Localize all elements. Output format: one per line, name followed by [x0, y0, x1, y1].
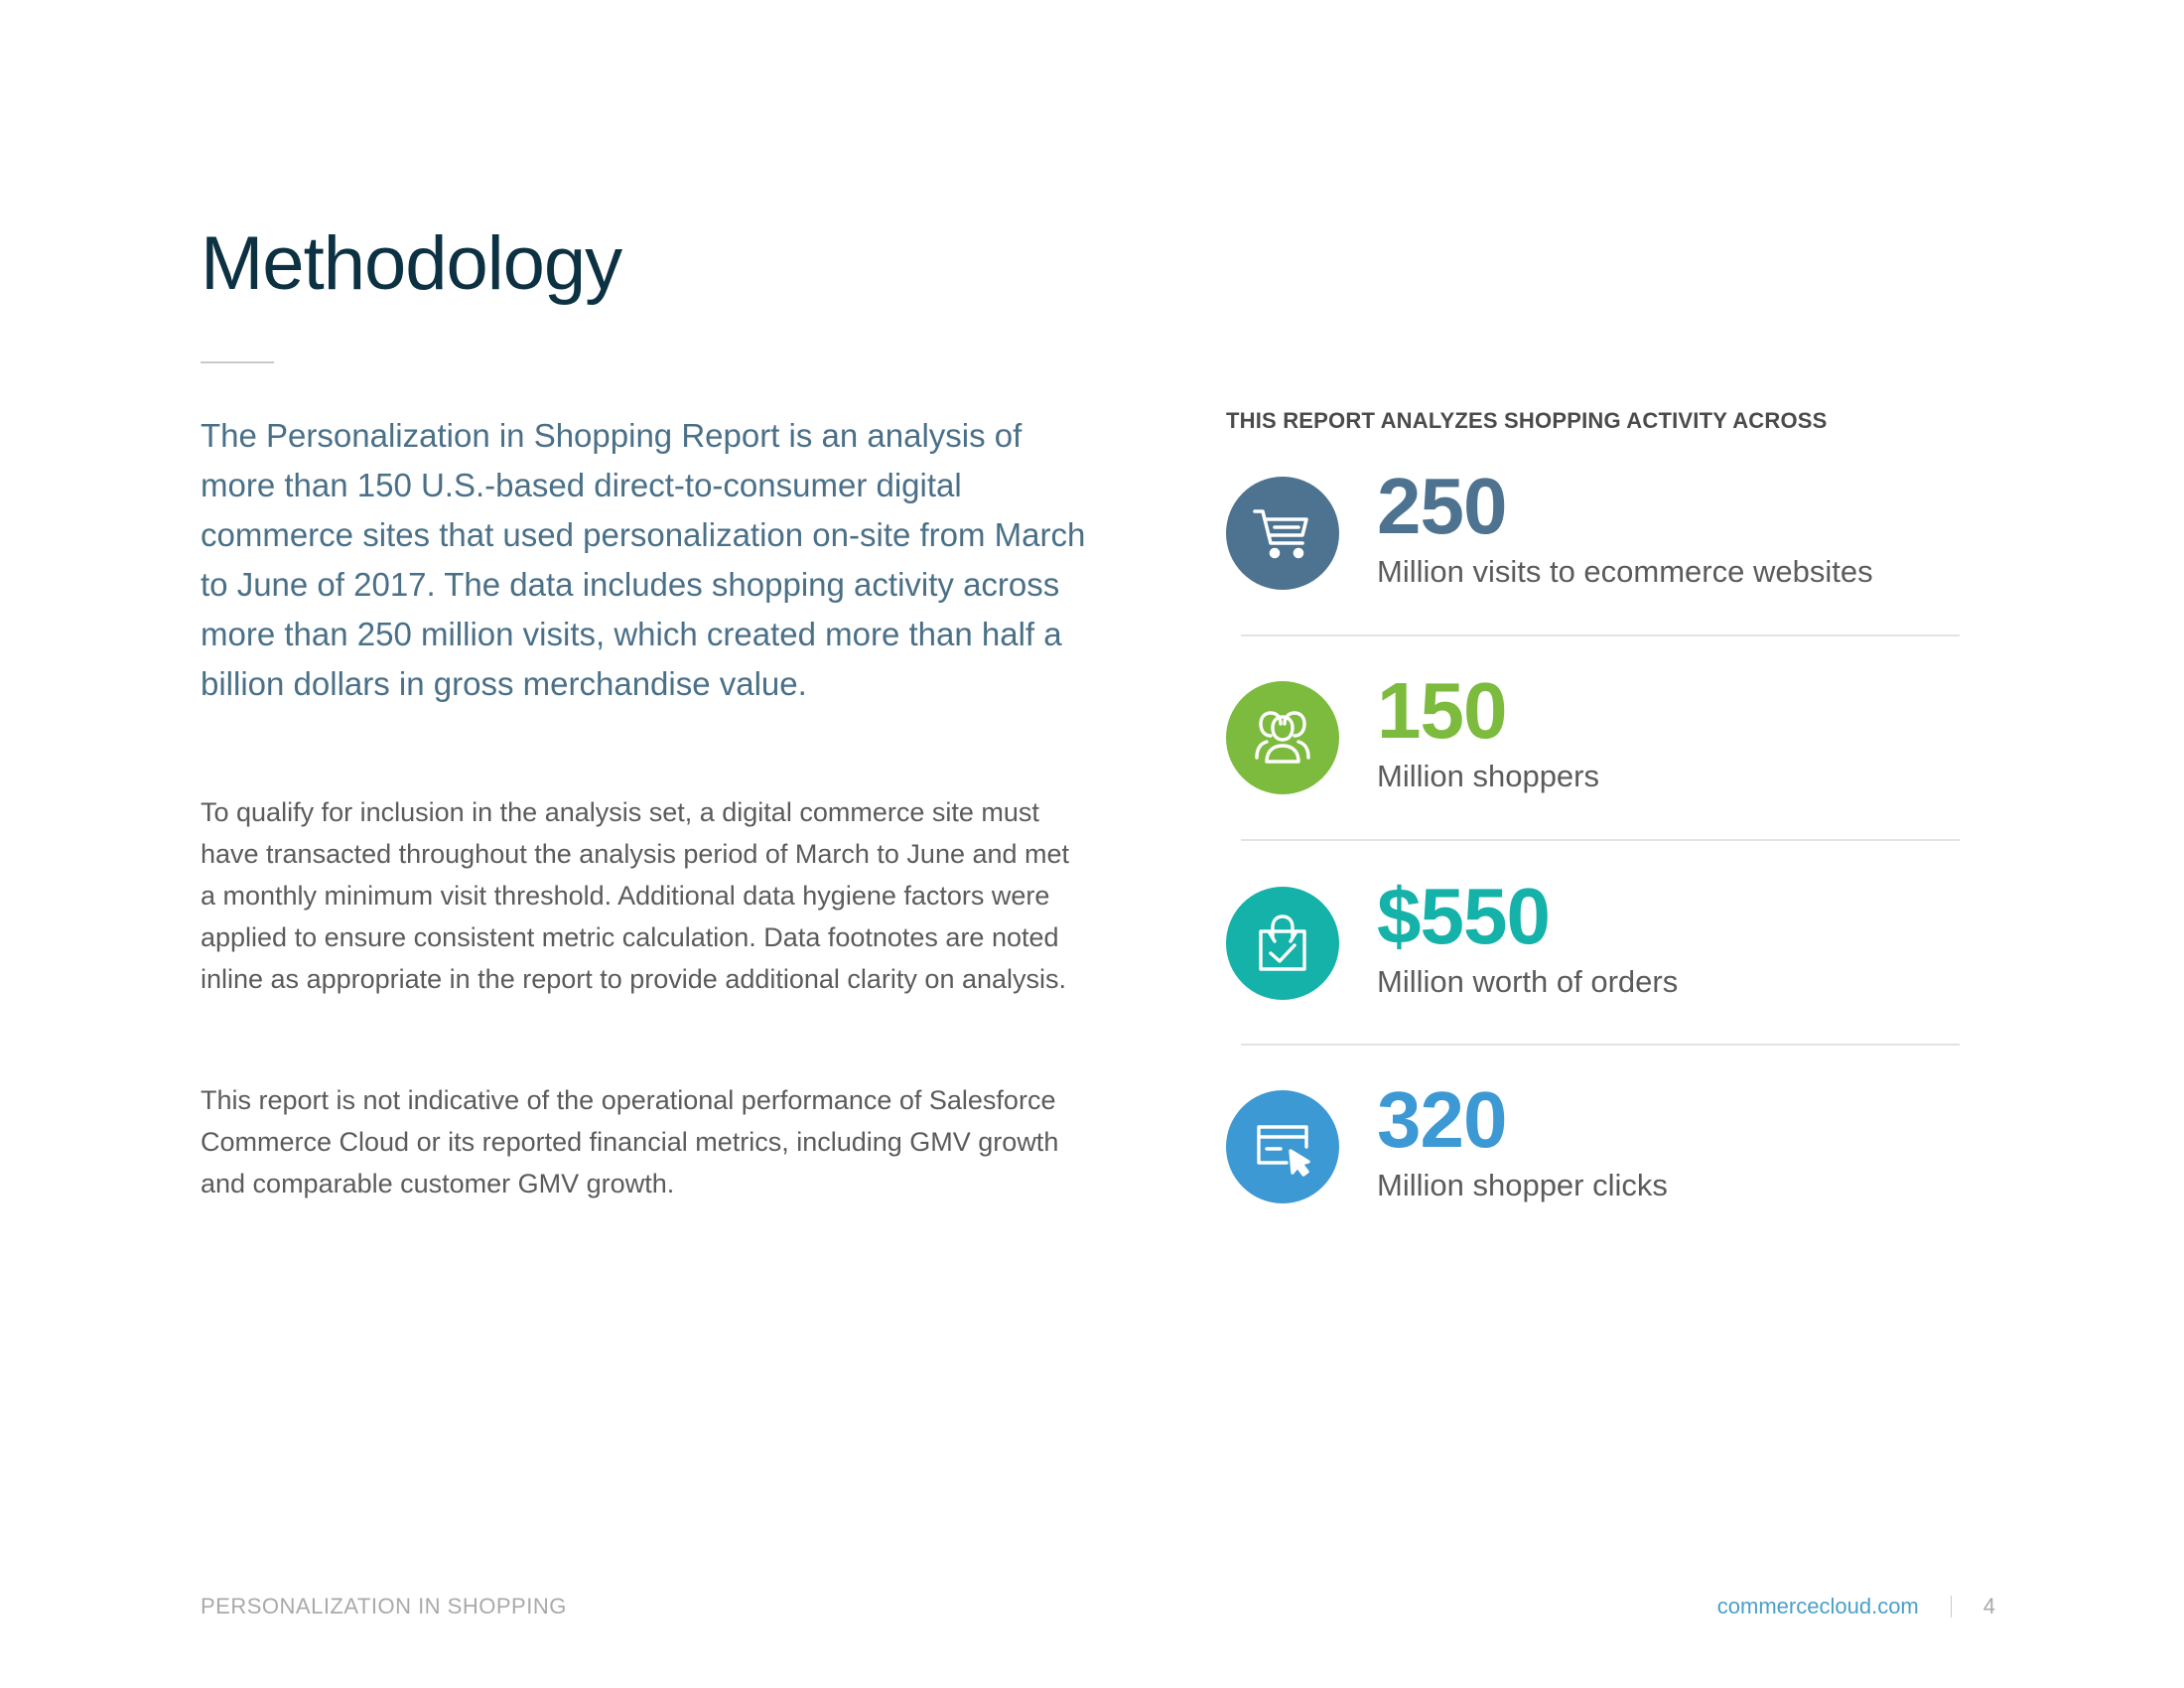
stat-caption: Million visits to ecommerce websites: [1377, 554, 1873, 589]
stat-value: 320: [1377, 1075, 1507, 1164]
disclaimer-paragraph: This report is not indicative of the operational performance of Salesforce Commerce Cloud or its reported financial metrics, including GMV growth and comparable customer GMV growth.: [201, 1085, 1059, 1198]
stat-value: 250: [1377, 462, 1507, 550]
page-title: Methodology: [201, 221, 622, 306]
stats-heading: THIS REPORT ANALYZES SHOPPING ACTIVITY ACROSS: [1226, 408, 1828, 433]
stat-orders: [1226, 872, 1961, 1016]
stat-visits: [1226, 462, 1961, 606]
stat-shoppers: [1226, 666, 1961, 810]
stat-value: $550: [1377, 872, 1550, 960]
footer-report-name: PERSONALIZATION IN SHOPPING: [201, 1594, 567, 1618]
shopping-cart-icon: [1226, 477, 1339, 590]
stat-divider: [1241, 839, 1960, 841]
stat-divider: [1241, 1044, 1960, 1046]
stat-divider: [1241, 634, 1960, 636]
footer-right: [1717, 1594, 1995, 1619]
intro-paragraph: The Personalization in Shopping Report is an analysis of more than 150 U.S.-based direct-to-consumer digital commerce sites that used personalization on-site from March to June of 2017. The data includes shopping activity across more than 250 million visits, which created more than half a billion dollars in gross merchandise value.: [201, 417, 1086, 702]
stat-caption: Million shoppers: [1377, 759, 1599, 793]
page-number: 4: [1982, 1594, 1995, 1618]
title-divider: [201, 361, 274, 363]
stat-caption: Million shopper clicks: [1377, 1168, 1668, 1202]
shopping-bag-check-icon: [1226, 887, 1339, 1000]
cursor-click-icon: [1226, 1090, 1339, 1203]
stat-value: 150: [1377, 666, 1507, 755]
stat-caption: Million worth of orders: [1377, 964, 1679, 999]
footer-website-link[interactable]: commercecloud.com: [1716, 1594, 1919, 1618]
people-icon: [1226, 681, 1339, 794]
footer-separator: [1951, 1596, 1952, 1618]
stat-clicks: [1226, 1075, 1961, 1219]
qualification-paragraph: To qualify for inclusion in the analysis set, a digital commerce site must have transacted throughout the analysis period of March to June and met a monthly minimum visit threshold. Additional data hygiene factors were applied to ensure consistent metric calculation. Data footnotes are noted inline as appropriate in the report to provide additional clarity on analysis.: [201, 797, 1070, 994]
